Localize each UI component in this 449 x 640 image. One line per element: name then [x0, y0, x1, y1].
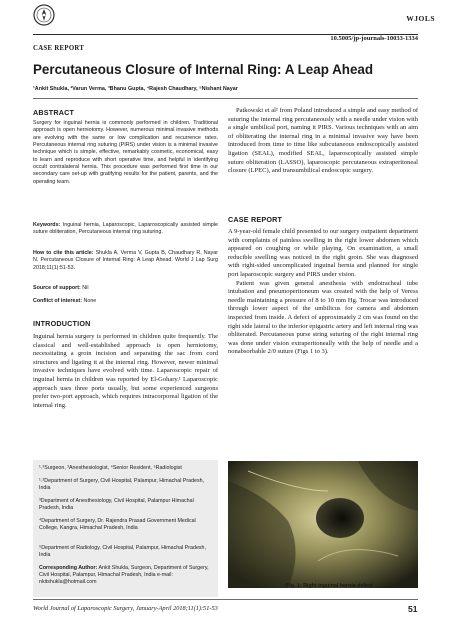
authors-rule [33, 98, 418, 99]
keywords-text: Inguinal hernia, Laparoscopic, Laparoscopically assisted simple suture obliteration, Percutaneous internal ring suturing. [33, 222, 218, 236]
affiliation-2: ³Department of Anesthesiology, Civil Hospital, Palampur Himachal Pradesh, India [39, 498, 194, 511]
doi-link[interactable]: 10.5005/jp-journals-10033-1334 [330, 35, 418, 42]
conflict-label: Conflict of interest: [33, 298, 82, 304]
citation-text: Shukla A, Verma V, Gupta B, Chaudhary R, Nayar N. Percutaneous Closure of Internal Ring: A Leap Ahead. World J Lap Surg 2018;11(1):51-53. [33, 250, 218, 271]
corresponding-text: Ankit Shukla, Surgeon, Department of Surgery, Civil Hospital, Palampur, Himachal Pradesh, India e-mail: nkitshukla@hotmail.com [39, 565, 209, 585]
footer-rule [33, 599, 418, 600]
citation-block [33, 250, 218, 272]
case-report-paragraph-2: Patient was given general anesthesia with endotracheal tube intubation and pneumoperitoneum was created with the help of Veress needle maintaining a pressure of 8 to 10 mm Hg. Trocar was introduced through lower aspect of the umbilicus for camera and abdomen inspected from inside. A defect of approximately 2 cm was found on the right side lateral to the inferior epigastric artery and left internal ring was obliterated. Percutaneous purse string suturing of the right internal ring was done under vision extraperitoneally with the help of needle and a nonabsorbable 2/0 suture (Figs 1 to 3). [228, 279, 418, 356]
introduction-continued [228, 107, 418, 176]
conflict-block [33, 298, 218, 305]
affiliation-1: ¹˒²Department of Surgery, Civil Hospital, Palampur, Himachal Pradesh, India [39, 478, 205, 491]
article-title: Percutaneous Closure of Internal Ring: A Leap Ahead [33, 62, 374, 77]
introduction-text: Inguinal hernia surgery is performed in children quite frequently. The classical and well-established approach is open herniotomy, necessitating a groin incision and separating the sac from cord structures and ligating it at the internal ring. However, newer minimal invasive techniques have evolved with time. Laparoscopic repair of inguinal hernia in children was reported by El-Gohary.¹ Laparoscopic approach uses three ports usually, but some experienced surgeons prefer two-port approach, which requires intracorporeal ligation of the internal ring. [33, 333, 218, 409]
citation-label: How to cite this article: [33, 250, 94, 256]
figure-1-caption: Fig. 1: Right inguinal hernia defect [286, 583, 373, 589]
journal-tag: WJOLS [406, 14, 435, 23]
keywords-block [33, 222, 218, 237]
section-label: CASE REPORT [33, 45, 85, 52]
affiliation-4: ⁵Department of Radiology, Civil Hospital, Palampur, Himachal Pradesh, India [39, 545, 206, 558]
case-report-text [228, 228, 418, 357]
funding-label: Source of support: [33, 285, 81, 291]
page-number: 51 [408, 604, 418, 614]
keywords-label: Keywords: [33, 222, 61, 228]
conflict-value: None [83, 298, 97, 304]
corresponding-author [39, 565, 215, 586]
footer-journal-line: World Journal of Laparoscopic Surgery, January-April 2018;11(1):51-53 [33, 605, 218, 612]
author-roles: ¹˒²Surgeon, ³Anesthesiologist, ⁴Senior Resident, ⁵Radiologist [39, 465, 182, 471]
author-affiliations-box [33, 460, 218, 597]
abstract-heading: ABSTRACT [33, 108, 75, 117]
funding-value: Nil [82, 285, 89, 291]
case-report-heading: CASE REPORT [228, 215, 283, 224]
figure-1-image [228, 461, 418, 588]
affiliation-3: ⁴Department of Surgery, Dr. Rajendra Prasad Government Medical College, Kangra, Himachal Pradesh, India [39, 518, 196, 531]
author-list: ¹Ankit Shukla, ²Varun Verma, ³Bhanu Gupta, ⁴Rajesh Chaudhary, ⁵Nishant Nayar [33, 86, 238, 92]
journal-logo-icon [33, 4, 55, 26]
corresponding-label: Corresponding Author: [39, 565, 98, 571]
case-report-paragraph-1: A 9-year-old female child presented to our surgery outpatient department with complaints of painless swelling in the right lower abdomen which appeared on coughing or while playing. On examination, a small reducible swelling was noticed in the right groin. She was diagnosed with right-sided uncomplicated inguinal hernia and planned for single port laparoscopic surgery and PIRS under vision. [228, 228, 418, 278]
introduction-heading: INTRODUCTION [33, 319, 91, 328]
funding-block [33, 285, 218, 292]
abstract-text: Surgery for inguinal hernia is commonly performed in children. Traditional approach is open herniotomy. However, numerous minimal invasive methods are evolving with the same or low complication and recurrence rates. Percutaneous internal ring suturing (PIRS) under vision is a minimal invasive technique which is simple, effective, remarkably cosmetic, economical, easy to learn and reproduce with short operative time, and helpful in identifying occult contralateral hernia. This procedure was performed first time in our secondary care set-up with gratifying results for the patient, parents, and the operating team. [33, 120, 218, 185]
introduction-continued-text: Patkowski et al² from Poland introduced a simple and easy method of suturing the internal ring percutaneously with a needle under vision with a single umbilical port, naming it PIRS. Various techniques with an aim of obliterating the internal ring in a minimal invasive way have been introduced from time to time like subcutaneous endoscopically assisted ligation (SEAL), modified SEAL, laparoscopically assisted simple suture obliteration (LASSO), laparoscopic percutaneous extraperitoneal closure (LPEC), and transumbilical endoscopic surgery. [228, 107, 418, 175]
